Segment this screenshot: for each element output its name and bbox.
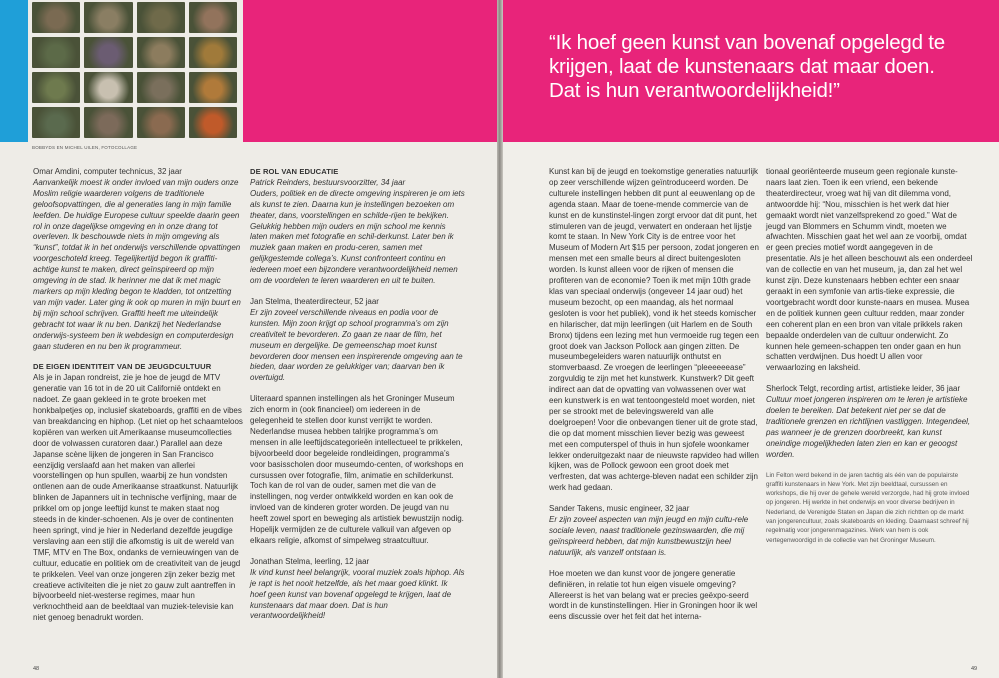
quote-text: Er zijn zoveel aspecten van mijn jeugd en mijn cultu-rele sociale leven, naast traditionele gezinswaarden, die mij geïnspireerd hebben, dat mijn kunstbewustzijn heel natuurlijk, als vanzelf ontstaan is. (549, 515, 749, 557)
page-number: 48 (33, 666, 40, 672)
quote-text: Aanvankelijk moest ik onder invloed van mijn ouders onze Moslim religie waarderen volgens de traditionele geloofsopvattingen, die al generaties lang in mijn familie leefden. De huidige Europese cultuur speelde daarin geen rol in onze dagelijkse omgeving en in onze drang tot overleven. Ik beschouwde niets in mijn omgeving als “kunst”, totdat ik in het onderwijs verschillende opvattingen voorgeschoteld kreeg. Tegelijkertijd begon ik graffiti-achtige kunst te maken, direct geïnspireerd op mijn omgeving in de stad. Ik herinner me dat ik met magic markers op mijn kleding begon te kladden, tot ontzetting van mijn vader. Later ging ik ook op muren in mijn buurt en bij mijn school schrijven. Graffiti heeft me uiteindelijk gebracht tot waar ik nu ben. Dankzij het Nederlandse onderwijs-systeem ben ik webdesign en computerdesign gaan studeren en nu ben ik programmeur. (33, 177, 241, 351)
collage-photo-tile (137, 2, 185, 33)
quote-text: Ik vind kunst heel belangrijk, vooral muziek zoals hiphop. Als je rapt is het nooit hetzelfde, als het maar goed klinkt. Ik hoef geen kunst van bovenaf opgelegd te krijgen, laat de kunstenaars dat maar doen. Dat is hun verantwoordelijkheid! (250, 567, 465, 621)
left-page (0, 0, 497, 678)
pull-quote: “Ik hoef geen kunst van bovenaf opgelegd te krijgen, laat de kunstenaars dat maar doen. Dat is hun verantwoordelijkheid!” (549, 31, 946, 102)
collage-photo-tile (189, 107, 237, 138)
speaker-name: Sander Takens, music engineer, 32 jaar (549, 504, 690, 514)
speaker-name: Omar Amdini, computer technicus, 32 jaar (33, 167, 182, 176)
section-heading: DE EIGEN IDENTITEIT VAN DE JEUGDCULTUUR (33, 362, 212, 372)
body-paragraph: Kunst kan bij de jeugd en toekomstige generaties natuurlijk op zeer verschillende wijzen geïntroduceerd worden. De culturele instellingen hebben dit punt al eeuwenlang op de agenda staan. Maar de toene-mende commercie van de kunst en de kunstinstel-lingen zorgt ervoor dat dit punt, het stimuleren van de jeugd, verwatert en onderaan het lijstje komt te staan. In New York City is de entree voor het Museum of Modern Art $15 per persoon, zodat jongeren en mensen met een smalle beurs al direct buitengesloten worden. Is kunst alleen voor de rijken of mensen die profiteren van de economie? Toen ik met mijn 10th grade klas van speciaal onderwijs (ongeveer 14 jaar oud) het museum bezocht, op een maandag, als het normaal gesloten is voor het publiek), vond ik het steeds komischer en hilarischer, dat mijn leerlingen (uit Harlem en de South Bronx) tijdens een lezing met hun vermoeide rug tegen een groot doek van Jackson Pollock aan gingen zitten. De museumbegeleiders waren natuurlijk onthutst en stomverbaasd. Ze vroegen de leerlingen “pleeeeeease” zorgvuldig te zijn met het kunstwerk. Kunstwerk? Dit geeft indirect aan dat de opvatting van volwassenen over wat een kunstwerk is en wat tentoongesteld moet worden, niet per se strookt met de belevingswereld van alle doelgroepen! Voor die onbevangen tiener uit de grote stad, die op dat moment misschien liever bezig was geweest met een computerspel of thuis in hun sjofele woonkamer lekker onderuitgezakt naar de nieuwste rapvideo had willen kijken, was de Pollock gewoon een groot doek met verfresten, dat was achterge-bleven nadat een schilder zijn werk had gedaan. (549, 167, 759, 493)
collage-photo-tile (32, 37, 80, 68)
quote-text: Ouders, politiek en de directe omgeving inspireren je om iets als kunst te zien. Daarna kun je instellingen bezoeken om theater, dans, voorstellingen en schilde-rijen te bekijken. Gelukkig hebben mijn ouders en mijn school me kennis laten maken met fotografie en schil-derkunst. Later ben ik muziek gaan maken en produ-ceren, samen met gelijkgestemde collega’s. Kunst confronteert continu en iedereen moet een bijzondere verantwoordelijkheid nemen om de voordelen te leren waarderen en uit te buiten. (250, 188, 465, 286)
page-number: 49 (971, 666, 978, 672)
right-column-2 (766, 167, 974, 555)
author-bio: Lin Felton werd bekend in de jaren tachtig als één van de populairste graffiti kunstenaars in New York. Met zijn beeldtaal, cursussen en workshops, die hij over de gehele wereld verzorgde, had hij grote invloed op jongeren. Hij werkte in het onderwijs en voor diverse bedrijven in Nederland, de Verenigde Staten en Japan die zich richtten op de markt van jongerencultuur, zoals skateboards en kleding. Daarnaast schreef hij regelmatig voor jongerenmagazines. Werk van hem is ook vertegenwoordigd in de collectie van het Groninger Museum. (766, 471, 970, 544)
cyan-color-block (0, 0, 28, 142)
right-page (503, 0, 999, 678)
collage-photo-tile (137, 37, 185, 68)
body-paragraph: Als je in Japan rondreist, zie je hoe de jeugd de MTV generatie van 16 tot in de 20 uit Californië ontdekt en nadoet. Ze gaan gekleed in te grote broeken met honkbalpetjes op, inclusief skateboards, graffiti en de vibes van breakdancing en hiphop. (Let niet op het schaamteloos kopiëren van werken uit Amerikaanse museumcollecties door de volwassen curatoren daar.) Parallel aan deze Japanse scène lijken de jongeren in San Francisco eenzijdig verslaafd aan het maken van allerlei voorstellingen op hun spullen, waarbij ze hun vondsten ontlenen aan de oude Amerikaanse straatkunst. Natuurlijk blinken de Japanners uit in technische verfijning, maar de prikkel om op jonge leeftijd kunst te maken staat nog steeds in de kinder-schoenen. Als je over de continenten heen springt, vind je hier in Nederland dezelfde jeugdige verslaving aan een stijl die afkomstig is uit de wereld van TMF, MTV en The Box, ondanks de vernieuwingen van de cultuur, educatie en politiek om de creativiteit van de jeugd te prikkelen. Veel van onze jongeren zijn zeker bezig met creatieve activiteiten die je niet zo gauw zult aantreffen in bijvoorbeeld niet-westerse regimes, maar hun verknochtheid aan de beeldtaal van muziek-televisie kan niet genoeg benadrukt worden. (33, 373, 243, 623)
collage-photo-tile (137, 107, 185, 138)
body-paragraph: Hoe moeten we dan kunst voor de jongere generatie definiëren, in relatie tot hun eigen visuele omgeving? Allereerst is het van belang wat er precies geëxpo-seerd wordt in de kunstinstellingen. Hier in Groningen hoor ik wel eens discussie over het feit dat het interna- (549, 568, 758, 622)
collage-photo-tile (32, 107, 80, 138)
collage-photo-tile (84, 2, 132, 33)
quote-text: Cultuur moet jongeren inspireren om te leren je artistieke doelen te bereiken. Dat betekent niet per se dat de traditionele grenzen en richtlijnen vastliggen. Integendeel, pas wanneer je de grenzen doorbreekt, kan kunst oneindige mogelijkheden laten zien en kan er geoogst worden. (766, 395, 971, 459)
collage-photo-tile (189, 72, 237, 103)
collage-photo-tile (189, 2, 237, 33)
speaker-name: Patrick Reinders, bestuursvoorzitter, 34 jaar (250, 177, 406, 187)
body-paragraph: Uiteraard spannen instellingen als het Groninger Museum zich enorm in (ook financieel) om iedereen in de gelegenheid te stellen door kunst verrijkt te worden. Nederlandse musea hebben talrijke programma’s om mensen in alle leeftijdscategorieën intellectueel te prikkelen, bijvoorbeeld door begeleide rondleidingen, programma’s voor basisscholen door museumdo-centen, of workshops en cursussen over fotografie, film, animatie en schilderkunst. Toch kan de rol van de ouder, samen met die van de instellingen, nog verder ontwikkeld worden en kan ook de invloed van de kinderen groter worden. De jeugd van nu heeft zowel sport en beweging als artistiek bewustzijn nodig. Hopelijk vermijden ze de culturele valkuil van afgeven op elkaars religie, afkomst of simpelweg straatcultuur. (250, 394, 464, 545)
collage-photo-tile (137, 72, 185, 103)
collage-photo-tile (84, 107, 132, 138)
body-paragraph: tionaal georiënteerde museum geen regionale kunste-naars laat zien. Toen ik een vriend, een bekende theaterdirecteur, vroeg wat hij van dit dilemma vond, antwoordde hij: “Nou, misschien is het werk dat hier gemaakt wordt niet vanzelfsprekend zo goed.” Wat de jeugd van Blommers en Schumm vindt, moeten we afwachten. Misschien gaat het wel aan ze voorbij, omdat er geen precies motief wordt aangegeven in de presentatie. Als je het alleen beschouwt als een onderdeel van de collectie en van het museum, ja, dan zal het wel kunst zijn. Deze kunstenaars hebben echter een snaar geraakt in een symfonie van artis-tieke expressie, die voortgebracht wordt door kunste-naars en musea. Musea en de politiek kunnen geen cultuur redden, maar zonder een coherent plan en een bron van vitale prikkels raken bepaalde onderdelen van de cultuur onderwicht. Zo kunnen hele gemeen-schappen ten onder gaan en hun schatten verdwijnen. Dus hoedt U allen voor verwaarlozing en laksheid. (766, 167, 973, 373)
collage-photo-tile (32, 2, 80, 33)
section-heading: DE ROL VAN EDUCATIE (250, 167, 339, 176)
collage-photo-tile (84, 72, 132, 103)
quote-text: Er zijn zoveel verschillende niveaus en podia voor de kunsten. Mijn zoon krijgt op school programma’s om zijn creativiteit te bevorderen. Zo gaan ze naar de film, het museum en dergelijke. De gemeenschap moet kunst bevorderen door mensen een inspirerende omgeving aan te bieden, daar worden ze gelukkiger van; daarvan ben ik overtuigd. (250, 307, 463, 383)
collage-photo-tile (189, 37, 237, 68)
pink-quote-banner (503, 0, 999, 142)
pink-color-block (243, 0, 497, 142)
photo-credit: BOBBYDS EN MICHEL UILEN, FOTOCOLLAGE (32, 145, 138, 150)
right-column-1 (549, 167, 759, 633)
collage-photo-tile (32, 72, 80, 103)
speaker-name: Jan Stelma, theaterdirecteur, 52 jaar (250, 296, 379, 306)
speaker-name: Sherlock Telgt, recording artist, artistieke leider, 36 jaar (766, 384, 961, 394)
speaker-name: Jonathan Stelma, leerling, 12 jaar (250, 556, 370, 566)
left-column-1 (33, 167, 243, 634)
collage-photo-tile (84, 37, 132, 68)
left-column-2 (250, 167, 465, 632)
mushroom-photo-collage (32, 2, 237, 138)
